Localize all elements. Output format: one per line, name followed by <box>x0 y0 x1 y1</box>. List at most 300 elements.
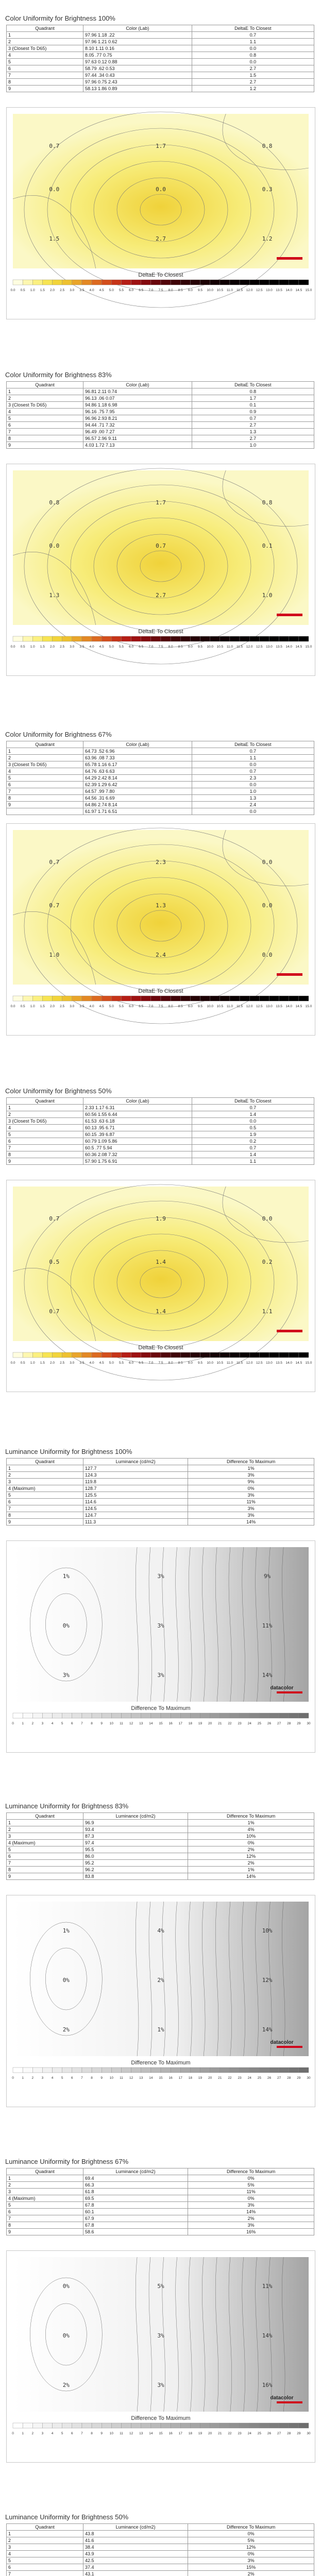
table-cell: 9 <box>7 2229 83 2235</box>
table-cell: 67.8 <box>83 2222 188 2229</box>
legend-swatch <box>289 280 299 285</box>
legend-swatch <box>180 636 190 641</box>
table-cell: 3% <box>188 1492 314 1499</box>
color-section <box>0 371 321 721</box>
table-cell: 3 <box>7 2544 83 2551</box>
legend-swatch <box>32 996 42 1001</box>
legend-tick: 3.5 <box>79 1005 85 1008</box>
legend-swatch <box>210 280 220 285</box>
quadrant-label: 3% <box>62 1672 70 1679</box>
legend-swatch <box>23 636 32 641</box>
quadrant-label: 0.7 <box>49 902 60 909</box>
table-cell: 4 (Maximum) <box>7 1840 83 1846</box>
quadrant-label: 0.5 <box>49 1259 60 1265</box>
legend-tick: 4.0 <box>89 1361 94 1365</box>
column-header: DeltaE To Closest <box>192 741 314 748</box>
table-cell: 1 <box>7 748 83 755</box>
legend-swatch <box>180 2423 190 2428</box>
legend-tick: 18 <box>188 2076 193 2080</box>
legend-swatch <box>53 996 62 1001</box>
table-cell: 4 (Maximum) <box>7 2195 83 2202</box>
legend-tick: 5 <box>61 1722 63 1725</box>
table-cell: 8 <box>7 1151 83 1158</box>
color-uniformity-heatmap <box>6 464 315 676</box>
legend-swatch <box>13 1352 23 1358</box>
legend-swatch <box>240 2423 249 2428</box>
legend-tick: 10.5 <box>216 1361 224 1365</box>
table-cell: 3 <box>7 1833 83 1840</box>
legend-tick: 10 <box>109 2432 113 2435</box>
legend-swatch <box>131 996 141 1001</box>
table-cell: 7 <box>7 2571 83 2576</box>
quadrant-label: 0.7 <box>49 1215 60 1222</box>
legend-tick: 0.5 <box>20 645 25 649</box>
legend-swatch <box>171 2067 180 2073</box>
legend-tick: 11.5 <box>236 289 243 292</box>
legend-swatch <box>180 2067 190 2073</box>
table-cell: 6 <box>7 2564 83 2571</box>
quadrant-label: 0.0 <box>262 952 273 958</box>
legend-swatch <box>32 2423 42 2428</box>
column-header: Color (Lab) <box>83 382 192 388</box>
table-cell: 7 <box>7 1145 83 1151</box>
legend-tick: 27 <box>277 1722 281 1725</box>
legend-tick: 17 <box>178 1722 182 1725</box>
legend-swatch <box>180 1713 190 1718</box>
table-cell: 1.3 <box>192 429 314 435</box>
legend-swatch <box>210 1352 220 1358</box>
legend-tick: 7.0 <box>148 1361 154 1365</box>
luminance-section <box>0 2158 321 2508</box>
table-cell: 124.3 <box>83 1472 188 1479</box>
legend-tick: 11.5 <box>236 1361 243 1365</box>
legend-swatch <box>131 1713 141 1718</box>
legend-swatch <box>190 1713 200 1718</box>
table-row <box>7 2175 314 2182</box>
table-cell: 12% <box>188 1853 314 1860</box>
table-cell: 2% <box>188 1846 314 1853</box>
table-cell: 5 <box>7 1492 83 1499</box>
legend-tick: 30 <box>307 1722 311 1725</box>
table-cell: 9 <box>7 86 83 92</box>
table-cell: 1.2 <box>192 86 314 92</box>
legend-swatch <box>171 2423 180 2428</box>
table-cell: 60.79 1.09 5.86 <box>83 1138 192 1145</box>
table-row <box>7 402 314 409</box>
legend-tick: 21 <box>218 2076 222 2080</box>
legend-swatch <box>190 2423 200 2428</box>
table-cell: 8 <box>7 1867 83 1873</box>
table-row <box>7 65 314 72</box>
legend-tick: 10.5 <box>216 1005 224 1008</box>
legend-swatch <box>249 1713 259 1718</box>
legend-swatch <box>269 2067 279 2073</box>
legend-tick: 24 <box>247 1722 251 1725</box>
legend-tick: 5 <box>61 2432 63 2435</box>
table-row <box>7 1138 314 1145</box>
legend-title: DeltaE To Closest <box>138 629 183 635</box>
table-cell: 2 <box>7 1826 83 1833</box>
table-cell: 1.1 <box>192 755 314 761</box>
legend-tick: 4.0 <box>89 1005 94 1008</box>
legend-tick: 14 <box>149 1722 153 1725</box>
table-cell: 0.8 <box>192 52 314 59</box>
legend-tick: 25 <box>257 1722 261 1725</box>
table-row <box>7 1472 314 1479</box>
table-header-row <box>7 1459 314 1465</box>
legend-title: DeltaE To Closest <box>138 272 183 278</box>
legend-swatch <box>32 280 42 285</box>
legend-title: DeltaE To Closest <box>138 988 183 994</box>
quadrant-label: 3% <box>157 2382 164 2388</box>
table-cell: 57.90 1.75 6.91 <box>83 1158 192 1165</box>
table-row <box>7 2564 314 2571</box>
quadrant-label: 12% <box>262 1977 273 1984</box>
luminance-section <box>0 1802 321 2153</box>
table-row <box>7 395 314 402</box>
legend-tick: 0 <box>12 2076 14 2080</box>
legend-tick: 3.0 <box>70 1005 75 1008</box>
table-cell: 95.5 <box>83 1846 188 1853</box>
table-cell: 4% <box>188 1826 314 1833</box>
column-header: Difference To Maximum <box>188 2524 314 2531</box>
legend-tick: 0.5 <box>20 289 25 292</box>
legend-swatch <box>82 2067 92 2073</box>
quadrant-label: 1% <box>62 1927 70 1934</box>
legend-tick: 5.0 <box>109 289 114 292</box>
legend-tick: 12 <box>129 2432 133 2435</box>
table-row <box>7 409 314 415</box>
legend-tick: 3.0 <box>70 645 75 649</box>
legend-swatch <box>151 1713 161 1718</box>
quadrant-label: 1% <box>62 1573 70 1580</box>
legend-swatch <box>141 1713 151 1718</box>
legend-tick: 1.0 <box>30 1005 35 1008</box>
legend-tick: 15.0 <box>305 1005 312 1008</box>
table-cell: 58.6 <box>83 2229 188 2235</box>
legend-tick: 24 <box>247 2076 251 2080</box>
legend-swatch <box>269 1352 279 1358</box>
quadrant-label: 4% <box>157 1927 164 1934</box>
legend-tick: 3.5 <box>79 289 85 292</box>
legend-tick: 13 <box>139 1722 143 1725</box>
table-cell: 2 <box>7 1472 83 1479</box>
legend-tick: 14.5 <box>295 289 302 292</box>
color-section <box>0 14 321 365</box>
table-row <box>7 2531 314 2537</box>
legend-tick: 13.0 <box>266 1005 273 1008</box>
legend-tick: 7.0 <box>148 289 154 292</box>
table-cell: 2 <box>7 2182 83 2189</box>
table-cell: 58.13 1.86 0.89 <box>83 86 192 92</box>
legend-swatch <box>190 636 200 641</box>
table-cell: 4.03 1.72 7.13 <box>83 442 192 449</box>
table-cell: 6 <box>7 1853 83 1860</box>
brand-mark <box>277 973 302 976</box>
table-row <box>7 782 314 788</box>
table-cell: 5 <box>7 1846 83 1853</box>
quadrant-label: 14% <box>262 2332 273 2339</box>
legend-tick: 30 <box>307 2432 311 2435</box>
legend-tick: 6.0 <box>129 1361 134 1365</box>
quadrant-label: 0.2 <box>262 1259 273 1265</box>
legend-tick: 24 <box>247 2432 251 2435</box>
quadrant-label: 0.1 <box>262 543 273 549</box>
legend-swatch <box>131 2423 141 2428</box>
legend-tick: 4 <box>51 2076 54 2080</box>
brand-logo: datacolor <box>270 2040 294 2045</box>
legend-tick: 20 <box>208 2432 212 2435</box>
table-cell: 5 <box>7 59 83 65</box>
table-cell: 5% <box>188 2182 314 2189</box>
table-row <box>7 1105 314 1111</box>
legend-tick: 9.5 <box>198 289 203 292</box>
table-cell: 9 <box>7 1519 83 1526</box>
legend-swatch <box>269 1713 279 1718</box>
legend-tick: 9.0 <box>188 1361 193 1365</box>
legend-tick: 1.0 <box>30 645 35 649</box>
quadrant-label: 0.0 <box>49 543 60 549</box>
section-title: Luminance Uniformity for Brightness 67% <box>5 2158 129 2165</box>
legend-swatch <box>240 2067 249 2073</box>
table-row <box>7 2189 314 2195</box>
table-cell: 8.10 1.11 0.16 <box>83 45 192 52</box>
legend-tick: 0.0 <box>10 289 15 292</box>
table-cell: 83.8 <box>83 1873 188 1880</box>
legend-tick: 2.5 <box>60 1361 65 1365</box>
legend-swatch <box>23 996 32 1001</box>
table-cell: 14% <box>188 1873 314 1880</box>
table-cell: 2.7 <box>192 422 314 429</box>
table-cell: 43.9 <box>83 2551 188 2557</box>
legend-swatch <box>102 1713 111 1718</box>
table-cell: 2.7 <box>192 435 314 442</box>
legend-swatch <box>220 280 230 285</box>
table-header-row <box>7 1813 314 1820</box>
quadrant-label: 1.4 <box>156 1308 166 1315</box>
legend-swatch <box>180 996 190 1001</box>
legend-swatch <box>259 636 269 641</box>
table-cell: 2% <box>188 1860 314 1867</box>
table-cell: 7 <box>7 429 83 435</box>
legend-swatch <box>249 996 259 1001</box>
table-cell: 64.86 2.74 8.14 <box>83 802 192 808</box>
legend-tick: 5.0 <box>109 1005 114 1008</box>
table-row <box>7 1505 314 1512</box>
table-row <box>7 32 314 39</box>
table-cell: 6 <box>7 1138 83 1145</box>
legend-swatch <box>141 1352 151 1358</box>
legend-tick: 16 <box>168 2076 173 2080</box>
legend-swatch <box>210 2423 220 2428</box>
legend-swatch <box>200 1713 210 1718</box>
table-cell: 0.0 <box>192 761 314 768</box>
legend-tick: 0.5 <box>20 1361 25 1365</box>
legend-tick: 10 <box>109 1722 113 1725</box>
table-cell: 96.49 .00 7.27 <box>83 429 192 435</box>
legend-tick: 12.0 <box>246 1005 253 1008</box>
table-cell: 97.96 1.21 0.62 <box>83 39 192 45</box>
table-row <box>7 1820 314 1826</box>
legend-tick: 2 <box>31 2076 34 2080</box>
legend-tick: 10.0 <box>207 1005 213 1008</box>
legend-tick: 7.0 <box>148 1005 154 1008</box>
legend-tick: 30 <box>307 2076 311 2080</box>
legend-tick: 13.5 <box>276 1361 282 1365</box>
table-row <box>7 1151 314 1158</box>
table-cell: 94.44 .71 7.32 <box>83 422 192 429</box>
column-header: Luminance (cd/m2) <box>83 2524 188 2531</box>
section-title: Color Uniformity for Brightness 67% <box>5 731 112 738</box>
table-row <box>7 1860 314 1867</box>
legend-swatch <box>13 996 23 1001</box>
legend-swatch <box>259 996 269 1001</box>
legend-tick: 1.5 <box>40 1005 45 1008</box>
legend-swatch <box>259 1713 269 1718</box>
legend-swatch <box>180 1352 190 1358</box>
legend-tick: 6.0 <box>129 645 134 649</box>
legend-swatch <box>230 636 240 641</box>
legend-swatch <box>62 996 72 1001</box>
table-cell: 87.3 <box>83 1833 188 1840</box>
legend-tick: 14.0 <box>285 645 293 649</box>
brand-mark <box>277 1330 302 1332</box>
quadrant-label: 1.3 <box>156 902 166 909</box>
legend-tick: 9 <box>100 2076 103 2080</box>
table-cell: 41.6 <box>83 2537 188 2544</box>
table-cell: 0.7 <box>192 1105 314 1111</box>
quadrant-label: 1.7 <box>156 143 166 149</box>
legend-swatch <box>230 2067 240 2073</box>
luminance-section <box>0 1448 321 1798</box>
luminance-uniformity-heatmap <box>6 1895 315 2107</box>
table-cell: 2.33 1.17 6.31 <box>83 1105 192 1111</box>
legend-tick: 20 <box>208 1722 212 1725</box>
legend-tick: 12.5 <box>256 645 263 649</box>
column-header: Color (Lab) <box>83 1098 192 1105</box>
legend-tick: 11.0 <box>226 289 233 292</box>
column-header: Color (Lab) <box>83 741 192 748</box>
legend-swatch <box>151 1352 161 1358</box>
legend-swatch <box>161 2067 171 2073</box>
table-cell: 15% <box>188 2564 314 2571</box>
legend-tick: 8 <box>91 2076 93 2080</box>
table-row <box>7 768 314 775</box>
legend-tick: 1 <box>22 2076 24 2080</box>
column-header: Difference To Maximum <box>188 1459 314 1465</box>
table-row <box>7 1867 314 1873</box>
color-uniformity-heatmap <box>6 107 315 319</box>
table-cell: 2.4 <box>192 802 314 808</box>
legend-tick: 12.5 <box>256 1361 263 1365</box>
legend-tick: 10 <box>109 2076 113 2080</box>
table-row <box>7 72 314 79</box>
legend-swatch <box>141 2067 151 2073</box>
legend-tick: 28 <box>287 2432 291 2435</box>
legend-tick: 8.5 <box>178 1361 183 1365</box>
legend-tick: 12.0 <box>246 1361 253 1365</box>
legend-swatch <box>92 1713 102 1718</box>
quadrant-label: 0.8 <box>262 143 273 149</box>
legend-tick: 0.5 <box>20 1005 25 1008</box>
color-table <box>6 1097 314 1165</box>
table-cell: 93.4 <box>83 1826 188 1833</box>
legend-swatch <box>102 1352 111 1358</box>
table-cell: 1 <box>7 2175 83 2182</box>
legend-swatch <box>42 2423 52 2428</box>
table-cell: 0.8 <box>192 388 314 395</box>
legend-tick: 0.0 <box>10 1005 15 1008</box>
legend-tick: 6 <box>71 2432 73 2435</box>
table-cell: 5% <box>188 2537 314 2544</box>
table-cell: 1 <box>7 1465 83 1472</box>
legend-swatch <box>111 2423 121 2428</box>
legend-swatch <box>92 2423 102 2428</box>
quadrant-label: 2.3 <box>156 859 166 866</box>
table-row <box>7 1145 314 1151</box>
legend-swatch <box>180 280 190 285</box>
legend-tick: 6.5 <box>139 1361 144 1365</box>
legend-tick: 13.0 <box>266 1361 273 1365</box>
table-row <box>7 761 314 768</box>
column-header: Luminance (cd/m2) <box>83 2168 188 2175</box>
legend-swatch <box>72 280 82 285</box>
legend-tick: 5.5 <box>119 289 124 292</box>
legend-swatch <box>121 996 131 1001</box>
table-cell: 3 (Closest To D65) <box>7 1118 83 1125</box>
table-cell: 5 <box>7 1131 83 1138</box>
legend-tick: 19 <box>198 2076 202 2080</box>
brand-mark <box>277 2401 302 2403</box>
legend-swatch <box>279 2423 289 2428</box>
legend-tick: 3 <box>41 1722 44 1725</box>
table-cell: 4 (Maximum) <box>7 1485 83 1492</box>
table-cell: 1% <box>188 1820 314 1826</box>
legend-swatch <box>230 1352 240 1358</box>
legend-swatch <box>299 1352 309 1358</box>
table-cell: 6 <box>7 2209 83 2215</box>
table-header-row <box>7 2168 314 2175</box>
table-cell: 0.7 <box>192 748 314 755</box>
table-cell: 67.8 <box>83 2202 188 2209</box>
legend-swatch <box>92 1352 102 1358</box>
table-cell: 1 <box>7 388 83 395</box>
legend-swatch <box>299 280 309 285</box>
legend-tick: 22 <box>228 1722 232 1725</box>
table-cell: 0.2 <box>192 1138 314 1145</box>
legend-swatch <box>200 2423 210 2428</box>
table-row <box>7 442 314 449</box>
table-cell: 114.6 <box>83 1499 188 1505</box>
legend-tick: 8.5 <box>178 1005 183 1008</box>
table-cell: 1.0 <box>192 788 314 795</box>
table-header-row <box>7 382 314 388</box>
table-cell: 14% <box>188 2209 314 2215</box>
legend-tick: 2.0 <box>50 1361 55 1365</box>
table-cell: 1.5 <box>192 72 314 79</box>
table-cell: 1.0 <box>192 442 314 449</box>
table-cell: 124.5 <box>83 1505 188 1512</box>
table-cell: 0.0 <box>192 782 314 788</box>
table-row <box>7 422 314 429</box>
legend-swatch <box>200 1352 210 1358</box>
table-cell: 0.5 <box>192 1125 314 1131</box>
table-cell: 6 <box>7 1499 83 1505</box>
luminance-table <box>6 1812 314 1880</box>
legend-swatch <box>279 1713 289 1718</box>
legend-swatch <box>299 2423 309 2428</box>
legend-swatch <box>32 2067 42 2073</box>
